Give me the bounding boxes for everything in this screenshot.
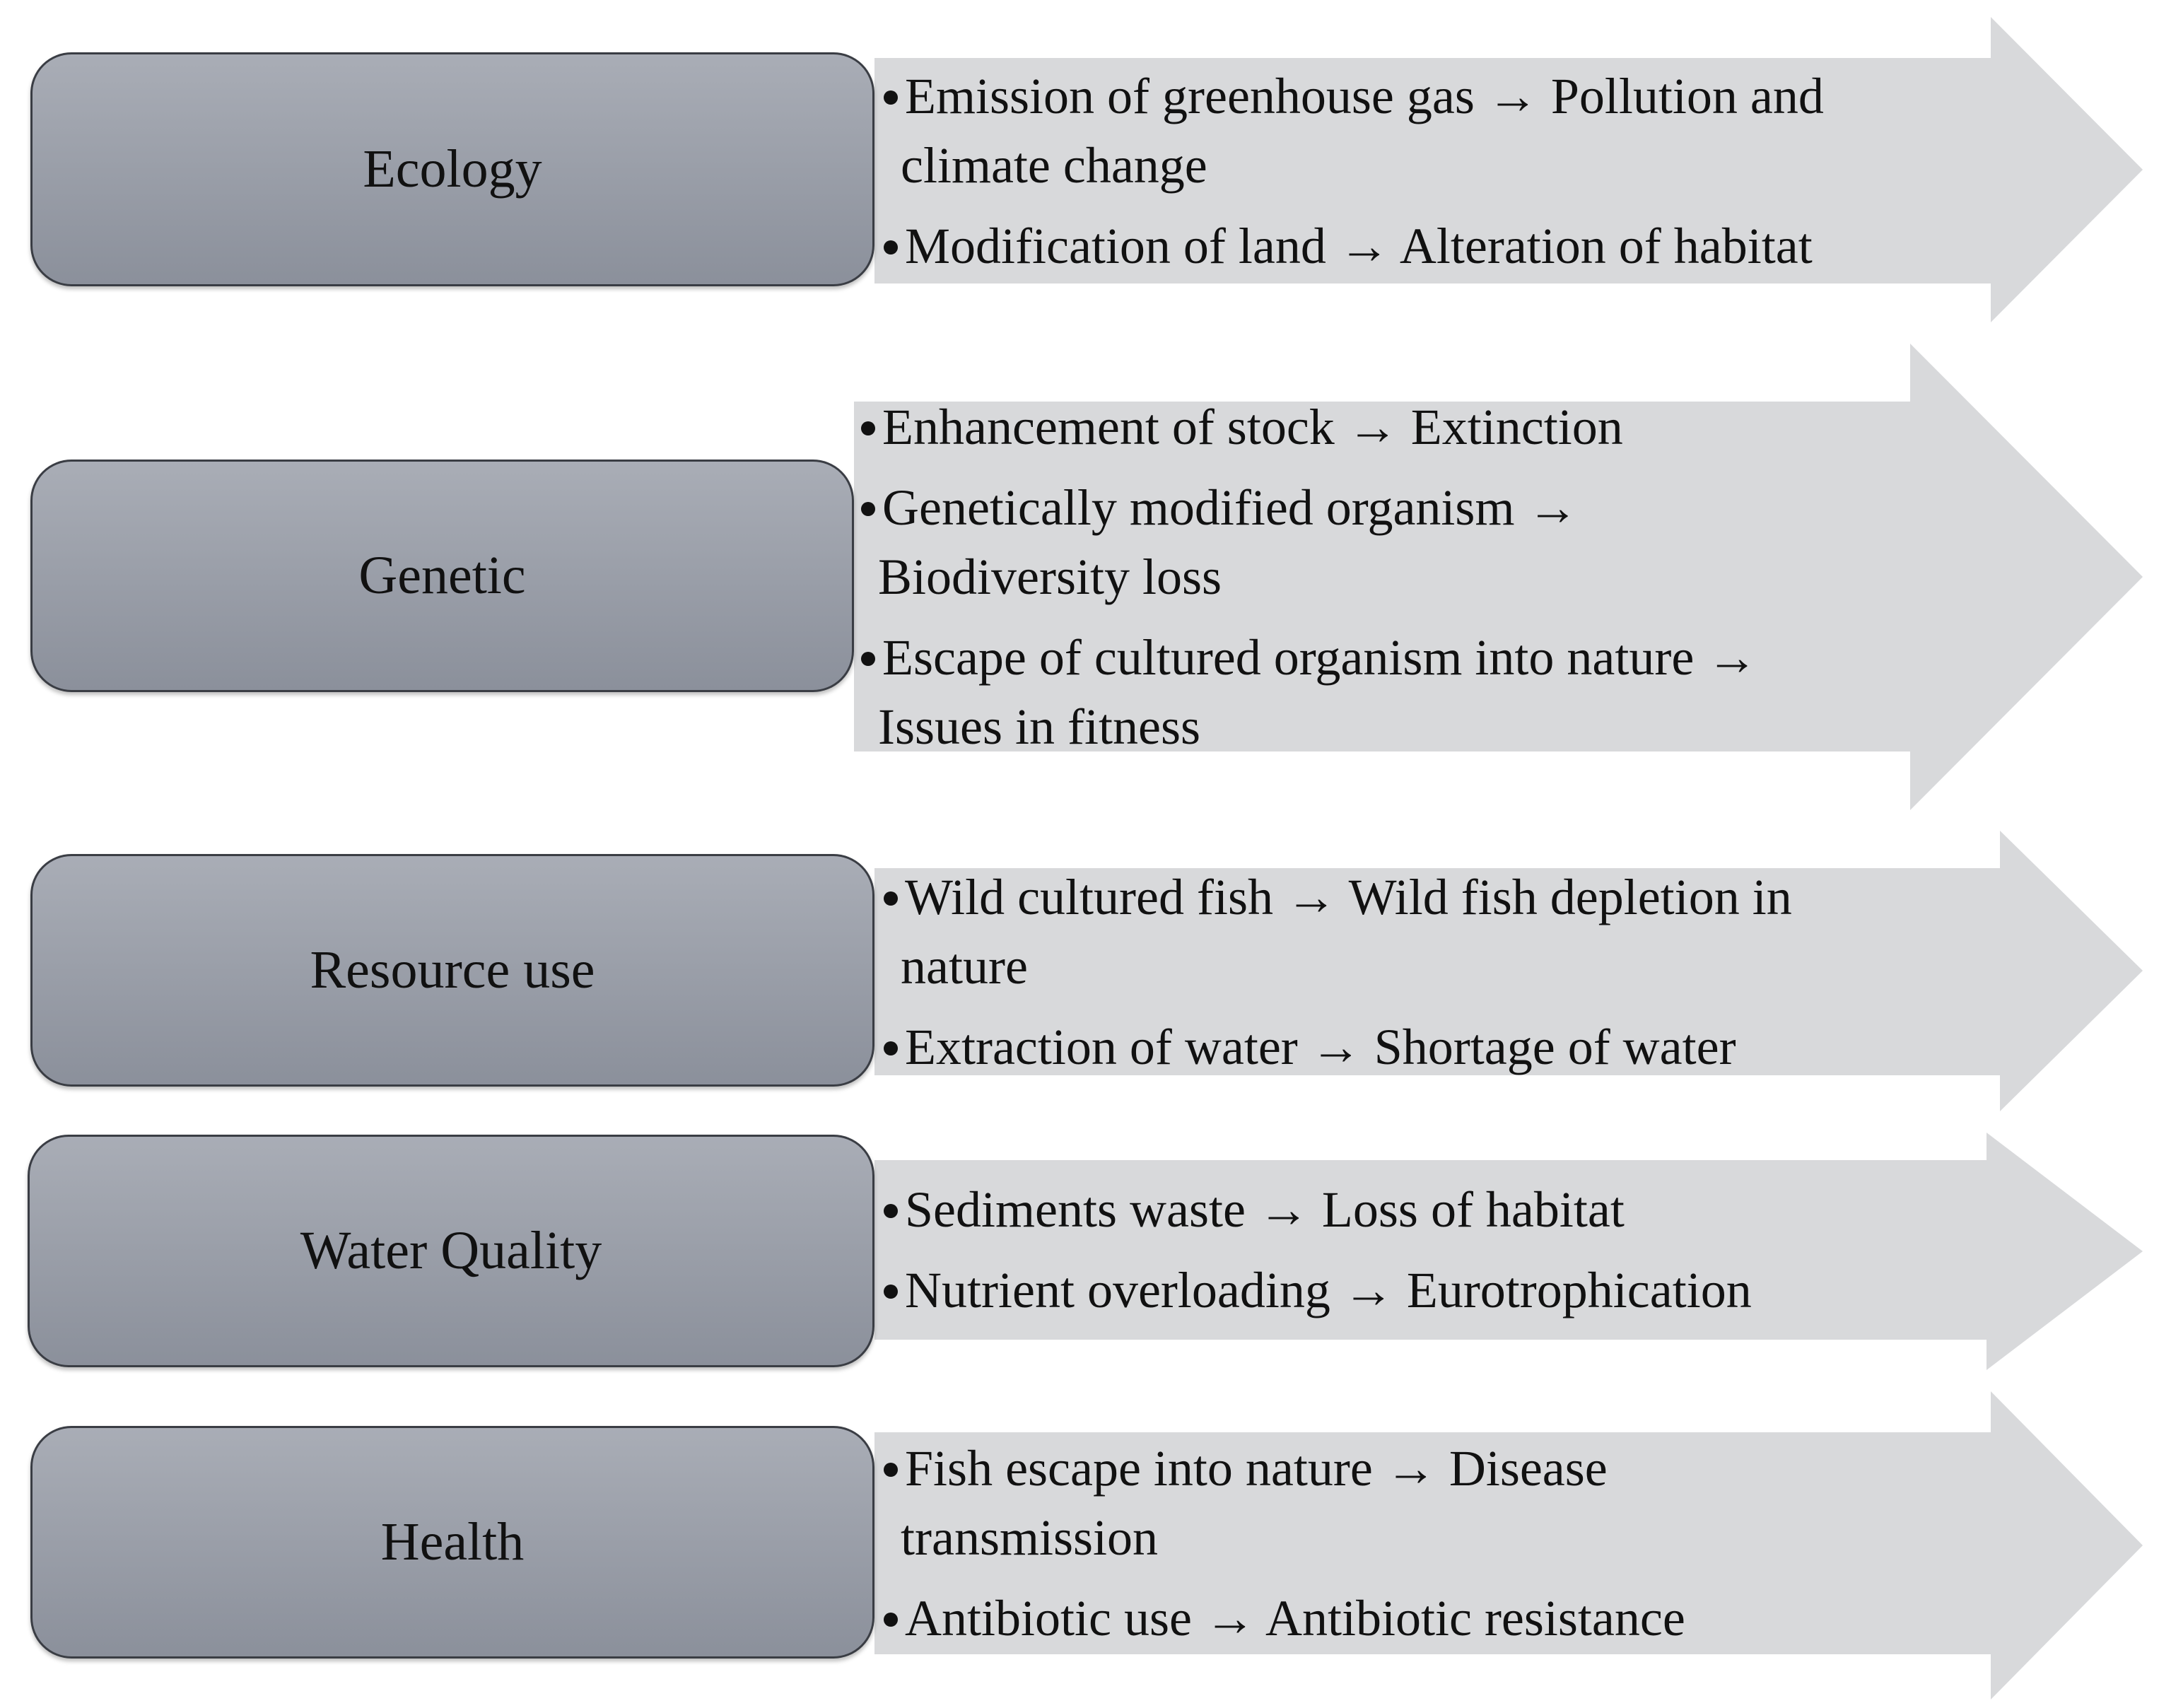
list-item bbox=[884, 862, 1792, 1001]
bullet-icon bbox=[884, 1041, 898, 1055]
item-text: Extraction of water → Shortage of water bbox=[905, 1018, 1736, 1075]
bullet-icon bbox=[861, 502, 875, 516]
list-item bbox=[884, 1175, 1752, 1244]
bullet-icon bbox=[884, 1613, 898, 1627]
item-text: Enhancement of stock → Extinction bbox=[882, 398, 1623, 455]
item-text: Nutrient overloading → Eurotrophication bbox=[905, 1262, 1752, 1318]
effects-list-ecology bbox=[884, 58, 1824, 283]
item-text: Antibiotic use → Antibiotic resistance bbox=[905, 1590, 1685, 1646]
list-item bbox=[861, 623, 1757, 761]
effects-list-resource-use bbox=[884, 868, 1792, 1075]
bullet-icon bbox=[884, 1285, 898, 1299]
list-item bbox=[884, 62, 1824, 200]
item-text: Sediments waste → Loss of habitat bbox=[905, 1181, 1625, 1238]
item-text: Genetically modified organism → bbox=[882, 479, 1579, 536]
item-text: Escape of cultured organism into nature → bbox=[882, 628, 1758, 686]
category-label: Resource use bbox=[310, 940, 595, 1000]
bullet-icon bbox=[861, 421, 875, 435]
effects-list-health bbox=[884, 1432, 1685, 1654]
list-item bbox=[884, 1012, 1792, 1082]
category-box-health bbox=[30, 1426, 874, 1659]
category-box-resource-use bbox=[30, 854, 874, 1087]
item-text: Fish escape into nature → Disease bbox=[905, 1440, 1608, 1497]
item-text-cont: transmission bbox=[901, 1509, 1159, 1566]
list-item bbox=[861, 473, 1757, 612]
item-text-cont: Issues in fitness bbox=[878, 698, 1200, 755]
category-box-water-quality bbox=[28, 1135, 874, 1367]
item-text: Emission of greenhouse gas → Pollution and bbox=[905, 67, 1824, 124]
effects-list-water-quality bbox=[884, 1160, 1752, 1340]
bullet-icon bbox=[884, 90, 898, 105]
bullet-icon bbox=[884, 891, 898, 906]
bullet-icon bbox=[861, 652, 875, 666]
category-box-ecology bbox=[30, 52, 874, 286]
category-label: Ecology bbox=[363, 139, 542, 199]
item-text-cont: climate change bbox=[901, 136, 1207, 194]
item-text-cont: nature bbox=[901, 937, 1028, 995]
item-text: Wild cultured fish → Wild fish depletion in bbox=[905, 868, 1792, 925]
category-label: Water Quality bbox=[300, 1221, 602, 1280]
category-label: Health bbox=[380, 1512, 525, 1572]
list-item bbox=[884, 1434, 1685, 1572]
list-item bbox=[861, 392, 1757, 462]
category-label: Genetic bbox=[358, 546, 526, 605]
effects-list-genetic bbox=[861, 398, 1758, 755]
bullet-icon bbox=[884, 1463, 898, 1477]
item-text: Modification of land → Alteration of habitat bbox=[905, 217, 1813, 274]
item-text-cont: Biodiversity loss bbox=[878, 548, 1222, 605]
list-item bbox=[884, 211, 1824, 281]
list-item bbox=[884, 1584, 1685, 1653]
list-item bbox=[884, 1256, 1752, 1325]
category-box-genetic bbox=[30, 460, 854, 692]
bullet-icon bbox=[884, 1204, 898, 1218]
bullet-icon bbox=[884, 240, 898, 255]
